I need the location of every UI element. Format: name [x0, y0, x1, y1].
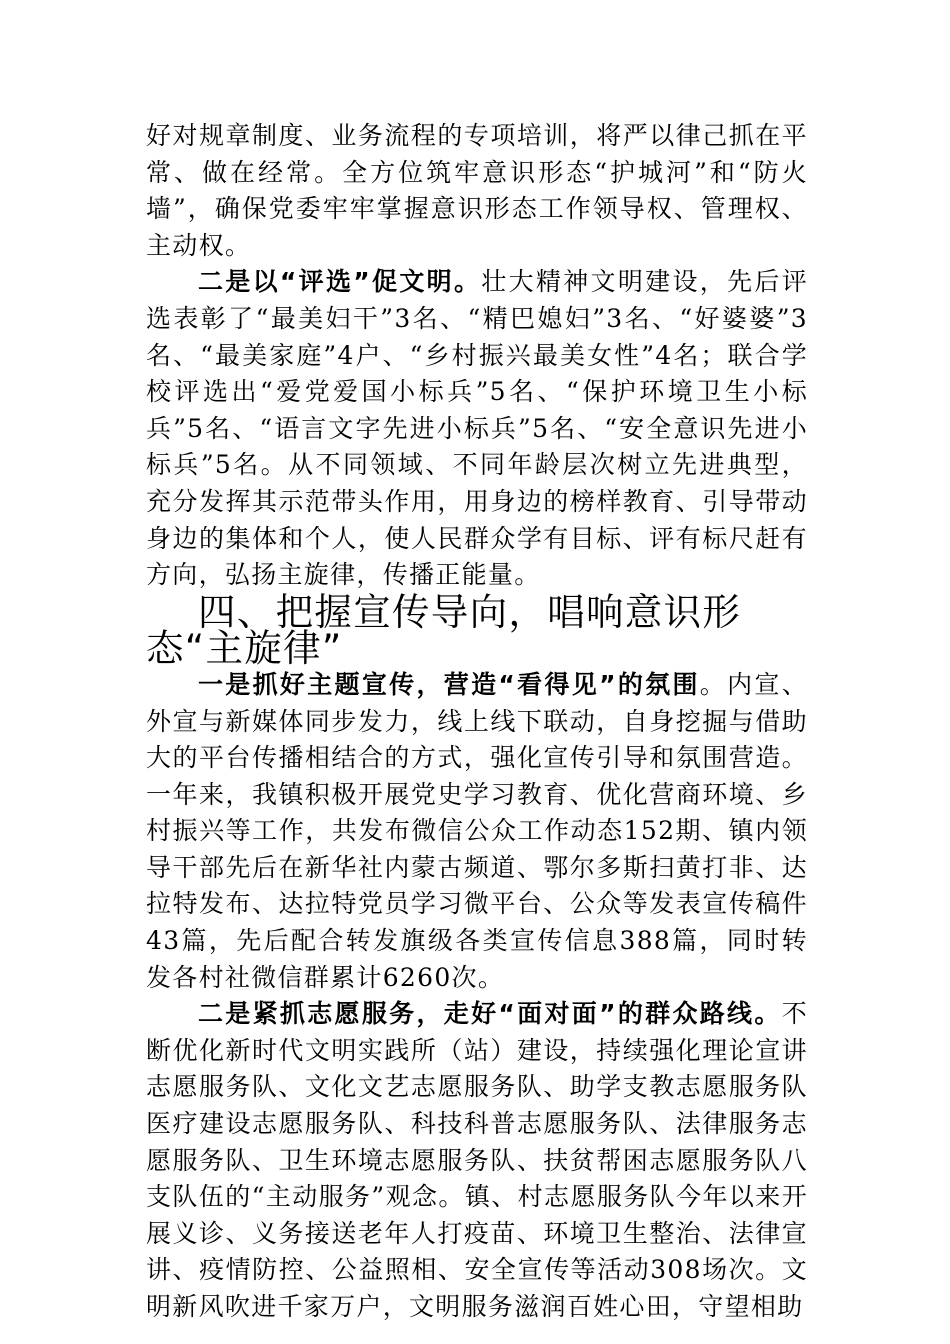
paragraph-lead: 一是抓好主题宣传，营造“看得见”的氛围	[198, 669, 700, 699]
paragraph-body: 好对规章制度、业务流程的专项培训，将严以律己抓在平常、做在经常。全方位筑牢意识形态“护城河”和“防火墙”，确保党委牢牢掌握意识形态工作领导权、管理权、主动权。	[146, 121, 808, 260]
section-heading: 四、把握宣传导向，唱响意识形态“主旋律”	[146, 589, 742, 671]
paragraph-volunteer-service	[146, 996, 808, 1325]
paragraph-theme-publicity	[146, 667, 808, 996]
paragraph-selection-civilization	[146, 264, 808, 593]
paragraph-lead: 二是以“评选”促文明。	[198, 267, 482, 297]
paragraph-body: 。内宣、外宣与新媒体同步发力，线上线下联动，自身挖掘与借助大的平台传播相结合的方式，强化宣传引导和氛围营造。一年来，我镇积极开展党史学习教育、优化营商环境、乡村振兴等工作，共发布微信公众工作动态152期、镇内领导干部先后在新华社内蒙古频道、鄂尔多斯扫黄打非、达拉特发布、达拉特党员学习微平台、公众等发表宣传稿件43篇，先后配合转发旗级各类宣传信息388篇，同时转发各村社微信群累计6260次。	[146, 669, 808, 992]
paragraph-body: 壮大精神文明建设，先后评选表彰了“最美妇干”3名、“精巴媳妇”3名、“好婆婆”3名、“最美家庭”4户、“乡村振兴最美女性”4名；联合学校评选出“爱党爱国小标兵”5名、“保护环境卫生小标兵”5名、“语言文字先进小标兵”5名、“安全意识先进小标兵”5名。从不同领域、不同年龄层次树立先进典型，充分发挥其示范带头作用，用身边的榜样教育、引导带动身边的集体和个人，使人民群众学有目标、评有标尺赶有方向，弘扬主旋律，传播正能量。	[146, 267, 808, 590]
paragraph-lead: 二是紧抓志愿服务，走好“面对面”的群众路线。	[198, 999, 782, 1029]
paragraph-body: 不断优化新时代文明实践所（站）建设，持续强化理论宣讲志愿服务队、文化文艺志愿服务队、助学支教志愿服务队医疗建设志愿服务队、科技科普志愿服务队、法律服务志愿服务队、卫生环境志愿服务队、扶贫帮困志愿服务队八支队伍的“主动服务”观念。镇、村志愿服务队今年以来开展义诊、义务接送老年人打疫苗、环境卫生整治、法律宣讲、疫情防控、公益照相、安全宣传等活动308场次。文明新风吹进千家万户，文明服务滋润百姓心田，守望相助	[146, 999, 808, 1321]
paragraph-rules-training	[146, 118, 808, 264]
